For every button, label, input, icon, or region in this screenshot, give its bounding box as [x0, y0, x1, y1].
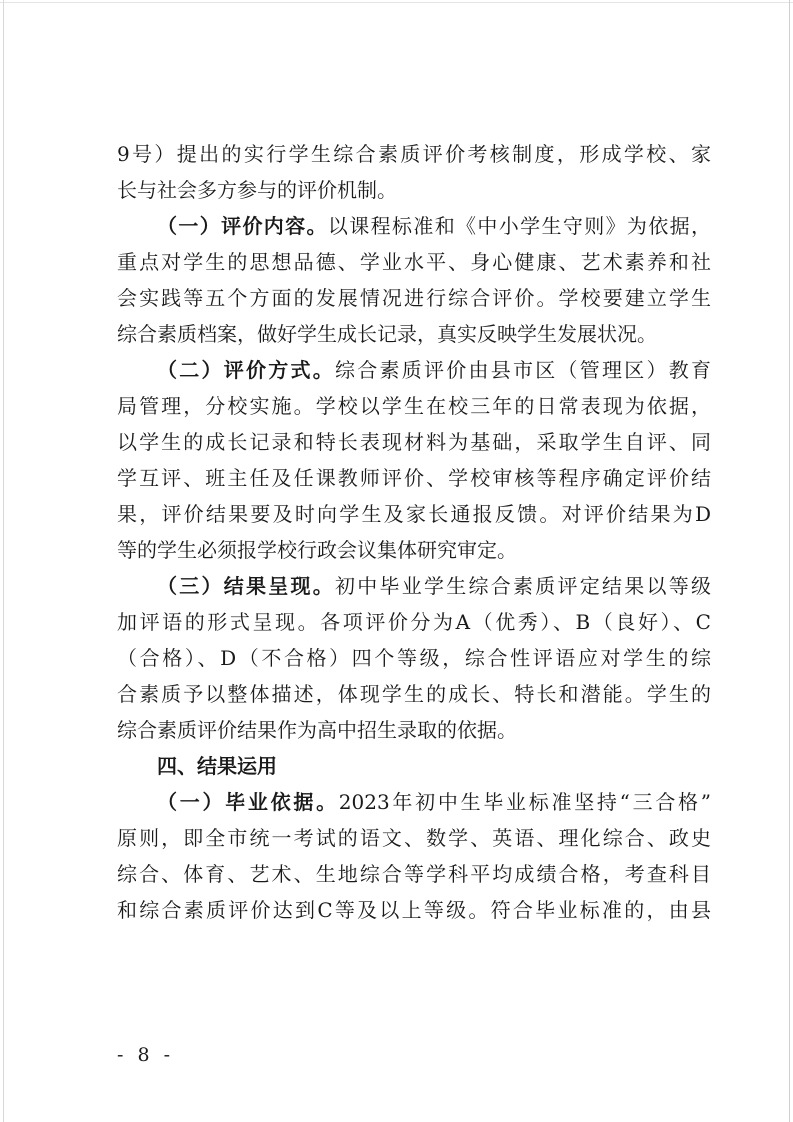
text-line: 加评语的形式呈现。各项评价分为A（优秀）、B（良好）、C: [117, 610, 711, 634]
text-line: 合素质予以整体描述，体现学生的成长、特长和潜能。学生的: [117, 682, 711, 706]
paragraph-first-line: [117, 352, 711, 388]
text-line: 长与社会多方参与的评价机制。: [117, 178, 397, 202]
paragraph-graduation-basis: [117, 784, 711, 928]
paragraph-evaluation-content: [117, 208, 711, 352]
text-line: 综合素质评价结果作为高中招生录取的依据。: [117, 718, 517, 742]
section-heading: 四、结果运用: [157, 754, 277, 778]
paragraph-continuation: [117, 136, 711, 208]
text-line: 原则，即全市统一考试的语文、数学、英语、理化综合、政史: [117, 826, 711, 850]
text-line: 9号）提出的实行学生综合素质评价考核制度，形成学校、家: [117, 142, 711, 166]
text-line: 局管理，分校实施。学校以学生在校三年的日常表现为依据，: [117, 394, 711, 418]
text-run: 以课程标准和《中小学生守则》为依据，: [327, 214, 712, 238]
text-run: 综合素质评价由县市区（管理区）教育: [335, 358, 711, 382]
page-edge-right: [789, 0, 790, 1122]
paragraph-lead-heading: （一）毕业依据。: [157, 790, 339, 814]
document-body: [117, 136, 711, 928]
text-line: （合格）、D（不合格）四个等级，综合性评语应对学生的综: [117, 646, 711, 670]
paragraph-lead-heading: （二）评价方式。: [157, 358, 335, 382]
text-line: 学互评、班主任及任课教师评价、学校审核等程序确定评价结: [117, 466, 711, 490]
text-run: 初中毕业学生综合素质评定结果以等级: [335, 574, 711, 598]
paragraph-evaluation-method: [117, 352, 711, 568]
text-line: 综合素质档案，做好学生成长记录，真实反映学生发展状况。: [117, 322, 657, 346]
paragraph-first-line: [117, 568, 711, 604]
text-line: 重点对学生的思想品德、学业水平、身心健康、艺术素养和社: [117, 250, 711, 274]
paragraph-first-line: [117, 784, 711, 820]
text-line: 等的学生必须报学校行政会议集体研究审定。: [117, 538, 517, 562]
page-edge-top: [0, 2, 793, 3]
paragraph-first-line: [117, 208, 711, 244]
paragraph-lead-heading: （一）评价内容。: [157, 214, 328, 238]
text-line: 以学生的成长记录和特长表现材料为基础，采取学生自评、同: [117, 430, 711, 454]
page-edge-left: [3, 0, 4, 1122]
page-number: - 8 -: [117, 1044, 175, 1066]
paragraph-result-presentation: [117, 568, 711, 748]
text-line: 综合、体育、艺术、生地综合等学科平均成绩合格，考查科目: [117, 862, 711, 886]
text-line: 会实践等五个方面的发展情况进行综合评价。学校要建立学生: [117, 286, 711, 310]
text-line: 果，评价结果要及时向学生及家长通报反馈。对评价结果为D: [117, 502, 711, 526]
text-line: 和综合素质评价达到C等及以上等级。符合毕业标准的，由县: [117, 898, 711, 922]
paragraph-lead-heading: （三）结果呈现。: [157, 574, 335, 598]
text-run: 2023年初中生毕业标准坚持“三合格”: [338, 790, 711, 814]
